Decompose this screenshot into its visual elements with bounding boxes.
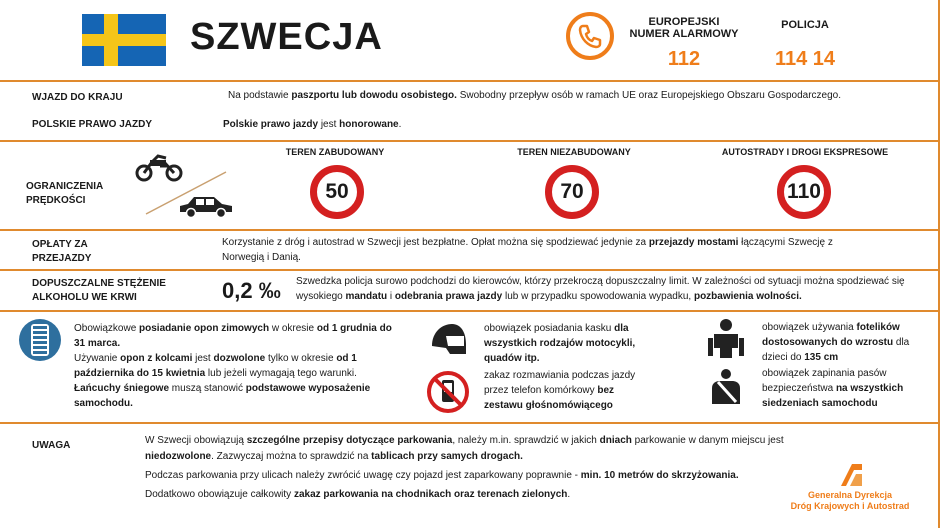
gddkia-logo-text: Generalna Dyrekcja Dróg Krajowych i Autostrad xyxy=(790,490,910,511)
divider xyxy=(0,310,940,312)
divider xyxy=(0,140,940,142)
alcohol-label: DOPUSZCZALNE STĘŻENIE ALKOHOLU WE KRWI xyxy=(32,278,166,303)
helmet-text: obowiązek posiadania kasku dla wszystkich rodzajów motocykli, quadów itp. xyxy=(484,323,636,364)
divider xyxy=(0,269,940,271)
car-icon xyxy=(180,197,232,218)
child-seat-icon xyxy=(706,318,746,360)
alcohol-text: Szwedzka policja surowo podchodzi do kierowców, którzy przekroczą dopuszczalny limit. W zależności od sytuacji można spodziewać się wysokiego mandatu i odebrania prawa jazdy lub w przypadku spowodowania wypadku, pozbawienia wolności. xyxy=(296,276,905,302)
tire-icon xyxy=(18,318,62,362)
speed-sign: 50 xyxy=(310,165,364,219)
divider xyxy=(0,229,940,231)
emergency-label: EUROPEJSKI NUMER ALARMOWY xyxy=(629,16,739,40)
license-label: POLSKIE PRAWO JAZDY xyxy=(32,119,153,130)
zone-name: TEREN ZABUDOWANY xyxy=(285,147,385,157)
emergency-number: 112 xyxy=(667,48,701,70)
phone-icon xyxy=(566,12,614,60)
no-phone-icon xyxy=(426,370,470,414)
tolls-label: OPŁATY ZA PRZEJAZDY xyxy=(32,239,92,264)
license-text: Polskie prawo jazdy jest honorowane. xyxy=(223,119,402,130)
country-title: SZWECJA xyxy=(190,16,383,58)
seatbelt-icon xyxy=(706,368,746,408)
motorcycle-icon xyxy=(137,156,181,180)
police-label: POLICJA xyxy=(781,19,829,31)
tires-text: Obowiązkowe posiadanie opon zimowych w okresie od 1 grudnia do 31 marca. Używanie opon z kolcami jest dozwolone tylko w okresie od 1 października do 15 kwietnia lub jeżeli wymagają tego warunki. Łańcuchy śniegowe muszą stanowić podstawowe wyposażenie samochodu. xyxy=(74,323,392,409)
helmet-icon xyxy=(428,320,468,360)
divider xyxy=(0,80,940,82)
speed-label: OGRANICZENIA PRĘDKOŚCI xyxy=(26,181,103,206)
divider xyxy=(0,422,940,424)
zone-name: AUTOSTRADY I DROGI EKSPRESOWE xyxy=(721,147,889,157)
police-number: 114 14 xyxy=(774,48,836,70)
entry-label: WJAZD DO KRAJU xyxy=(32,92,123,103)
entry-text: Na podstawie paszportu lub dowodu osobistego. Swobodny przepływ osób w ramach UE oraz Europejskiego Obszaru Gospodarczego. xyxy=(228,90,842,101)
alcohol-value: 0,2 ‰ xyxy=(222,278,281,303)
tolls-text: Korzystanie z dróg i autostrad w Szwecji jest bezpłatne. Opłat można się spodziewać jedynie za przejazdy mostami łączącymi Szwecję z Norwegią i Danią. xyxy=(222,237,833,263)
note-text: W Szwecji obowiązują szczególne przepisy dotyczące parkowania, należy m.in. sprawdzić w jakich dniach parkowanie w danym miejscu jest niedozwolone. Zazwyczaj można to sprawdzić na tablicach przy samych drogach. Podczas parkowania przy ulicach należy zwrócić uwagę czy pojazd jest zaparkowany poprawnie - min. 10 metrów do skrzyżowania. Dodatkowo obowiązuje całkowity zakaz parkowania na chodnikach oraz terenach zielonych. xyxy=(145,435,784,500)
child-text: obowiązek używania fotelików dostosowanych do wzrostu dla dzieci do 135 cm xyxy=(762,322,910,363)
note-label: UWAGA xyxy=(32,440,71,451)
belts-text: obowiązek zapinania pasów bezpieczeństwa na wszystkich siedzeniach samochodu xyxy=(762,368,904,409)
speed-sign: 110 xyxy=(777,165,831,219)
speed-sign: 70 xyxy=(545,165,599,219)
sweden-flag xyxy=(82,14,166,66)
phone-text: zakaz rozmawiania podczas jazdy przez telefon komórkowy bez zestawu głośnomówiącego xyxy=(484,370,636,411)
zone-name: TEREN NIEZABUDOWANY xyxy=(517,147,631,157)
gddkia-logo-icon xyxy=(838,462,864,488)
vehicles-icon xyxy=(130,152,240,224)
